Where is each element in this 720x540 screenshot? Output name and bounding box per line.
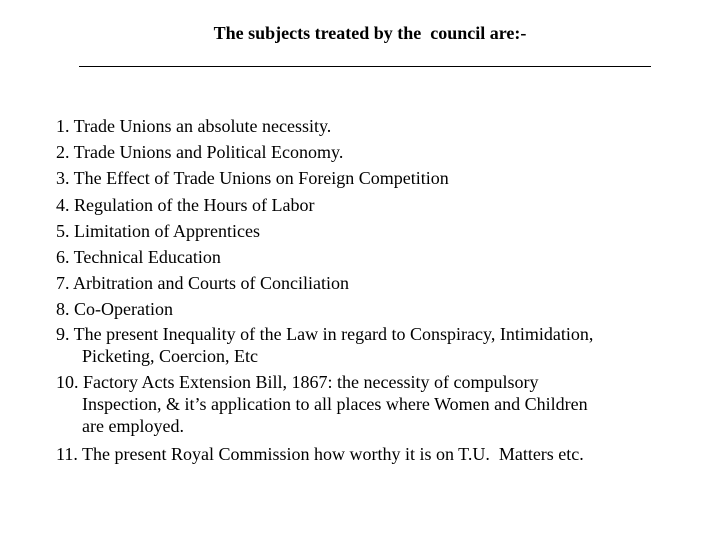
list-item [56, 323, 696, 368]
list-item [56, 296, 696, 322]
list-item [56, 371, 696, 437]
list-item-text: 4. Regulation of the Hours of Labor [56, 194, 315, 215]
title-divider [79, 66, 651, 67]
list-item [56, 139, 696, 165]
list-item [56, 218, 696, 244]
list-item-text: 2. Trade Unions and Political Economy. [56, 142, 344, 163]
subjects-list [56, 113, 696, 467]
list-item-text: 3. The Effect of Trade Unions on Foreign Competition [56, 168, 449, 189]
list-item-text: 1. Trade Unions an absolute necessity. [56, 116, 332, 136]
list-item-continuation: Inspection, & it’s application to all places where Women and Children [82, 394, 588, 415]
list-item [56, 270, 696, 296]
list-item [56, 441, 696, 467]
list-item-text: 11. The present Royal Commission how worthy it is on T.U. Matters etc. [56, 444, 584, 465]
page-title: The subjects treated by the council are:- [213, 23, 527, 43]
list-item [56, 113, 696, 139]
list-item-continuation: are employed. [82, 415, 184, 436]
list-item-text: 7. Arbitration and Courts of Conciliation [56, 273, 349, 294]
list-item [56, 192, 696, 218]
list-item-continuation: Picketing, Coercion, Etc [82, 345, 258, 366]
list-item [56, 165, 696, 191]
list-item-text: 10. Factory Acts Extension Bill, 1867: the necessity of compulsory [56, 372, 539, 393]
list-item [56, 244, 696, 270]
list-item-text: 5. Limitation of Apprentices [56, 220, 260, 241]
list-item-text: 6. Technical Education [56, 247, 221, 268]
list-item-text: 8. Co-Operation [56, 299, 173, 320]
list-item-text: 9. The present Inequality of the Law in regard to Conspiracy, Intimidation, [56, 323, 594, 344]
